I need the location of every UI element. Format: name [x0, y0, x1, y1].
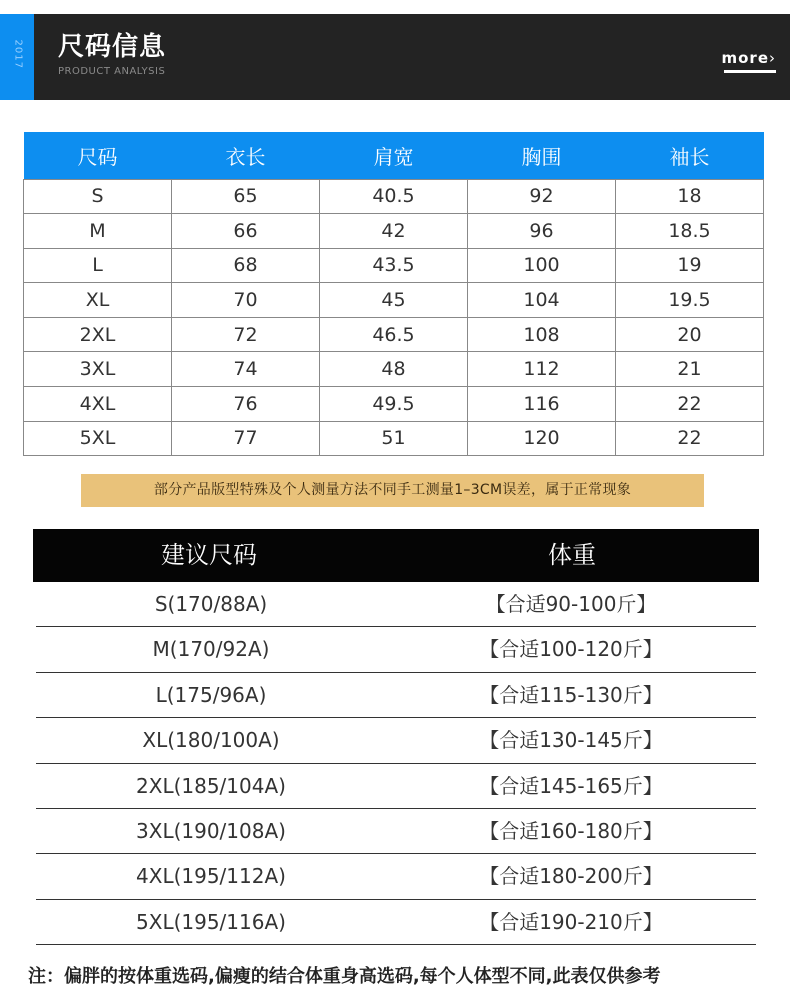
size-header-cell: 袖长 [616, 132, 764, 179]
header-banner [0, 14, 790, 100]
size-table-cell: 51 [320, 421, 468, 456]
size-table-cell: 46.5 [320, 317, 468, 352]
size-table-cell: 96 [468, 214, 616, 249]
size-table-cell: S [24, 179, 172, 214]
recommend-size: L(175/96A) [155, 682, 267, 707]
size-table-cell: L [24, 248, 172, 283]
size-table-cell: 116 [468, 387, 616, 422]
size-table-cell: 22 [616, 421, 764, 456]
recommend-weight: 【合适90-100斤】 [485, 592, 657, 616]
size-table-cell: 48 [320, 352, 468, 387]
recommend-size: 3XL(190/108A) [136, 818, 286, 843]
recommend-size: M(170/92A) [152, 637, 270, 662]
size-table-row [24, 179, 764, 214]
footnote: 注：偏胖的按体重选码,偏瘦的结合体重身高选码,每个人体型不同,此表仅供参考 [28, 966, 661, 987]
recommend-row [36, 809, 756, 854]
size-table-cell: 43.5 [320, 248, 468, 283]
size-table-cell: 68 [172, 248, 320, 283]
banner-year: 2017 [12, 39, 24, 69]
recommend-row [36, 718, 756, 763]
size-table-cell: 92 [468, 179, 616, 214]
recommend-weight: 【合适180-200斤】 [479, 864, 663, 889]
recommend-row [36, 900, 756, 945]
size-table-cell: 104 [468, 283, 616, 318]
recommend-size: 2XL(185/104A) [136, 773, 286, 798]
size-table-header-row [24, 132, 764, 179]
recommend-weight: 【合适190-210斤】 [479, 909, 663, 934]
size-table-row [24, 352, 764, 387]
size-header-cell: 衣长 [172, 132, 320, 179]
recommend-row [36, 582, 756, 627]
recommend-weight: 【合适130-145斤】 [479, 728, 663, 753]
size-table-cell: 72 [172, 317, 320, 352]
recommend-weight: 【合适115-130斤】 [479, 682, 663, 707]
more-underline [724, 70, 776, 73]
recommend-size: S(170/88A) [154, 592, 268, 616]
recommend-row [36, 764, 756, 809]
recommend-weight: 【合适160-180斤】 [479, 818, 663, 843]
size-table-row [24, 283, 764, 318]
recommend-header-size: 建议尺码 [161, 541, 257, 569]
size-table-cell: 74 [172, 352, 320, 387]
size-table-cell: 19 [616, 248, 764, 283]
page-title: 尺码信息 [58, 32, 167, 62]
size-table-cell: 112 [468, 352, 616, 387]
size-table-cell: 42 [320, 214, 468, 249]
recommend-size: XL(180/100A) [142, 728, 280, 753]
size-table-row [24, 387, 764, 422]
size-table-cell: 40.5 [320, 179, 468, 214]
recommend-table [36, 582, 756, 945]
size-table-cell: 66 [172, 214, 320, 249]
size-table-cell: 45 [320, 283, 468, 318]
size-table-row [24, 214, 764, 249]
recommend-row [36, 673, 756, 718]
more-link[interactable] [721, 49, 776, 67]
size-table-cell: 77 [172, 421, 320, 456]
size-table-row [24, 248, 764, 283]
recommend-weight: 【合适100-120斤】 [479, 637, 663, 662]
size-table-cell: 4XL [24, 387, 172, 422]
size-table [23, 132, 764, 456]
recommend-row [36, 854, 756, 899]
recommend-row [36, 627, 756, 672]
size-table-cell: 49.5 [320, 387, 468, 422]
size-table-cell: 2XL [24, 317, 172, 352]
size-header-cell: 尺码 [24, 132, 172, 179]
chevron-right-icon: › [769, 49, 776, 67]
size-table-row [24, 421, 764, 456]
size-table-row [24, 317, 764, 352]
more-label: more [721, 49, 769, 67]
size-table-cell: 18.5 [616, 214, 764, 249]
recommend-table-header [33, 529, 759, 582]
size-table-cell: XL [24, 283, 172, 318]
size-table-cell: 21 [616, 352, 764, 387]
size-table-cell: 108 [468, 317, 616, 352]
page-subtitle: PRODUCT ANALYSIS [58, 66, 166, 77]
size-table-cell: 5XL [24, 421, 172, 456]
size-table-cell: 3XL [24, 352, 172, 387]
recommend-header-weight: 体重 [548, 541, 596, 569]
size-table-cell: 65 [172, 179, 320, 214]
size-header-cell: 胸围 [468, 132, 616, 179]
size-table-cell: 18 [616, 179, 764, 214]
size-table-cell: 20 [616, 317, 764, 352]
recommend-size: 5XL(195/116A) [136, 909, 286, 934]
size-table-cell: 100 [468, 248, 616, 283]
size-table-cell: 120 [468, 421, 616, 456]
size-table-cell: M [24, 214, 172, 249]
measurement-notice: 部分产品版型特殊及个人测量方法不同手工测量1–3CM误差，属于正常现象 [81, 474, 704, 507]
size-header-cell: 肩宽 [320, 132, 468, 179]
size-table-cell: 76 [172, 387, 320, 422]
size-table-cell: 70 [172, 283, 320, 318]
recommend-size: 4XL(195/112A) [136, 864, 286, 889]
recommend-weight: 【合适145-165斤】 [479, 773, 663, 798]
size-table-cell: 19.5 [616, 283, 764, 318]
size-table-cell: 22 [616, 387, 764, 422]
